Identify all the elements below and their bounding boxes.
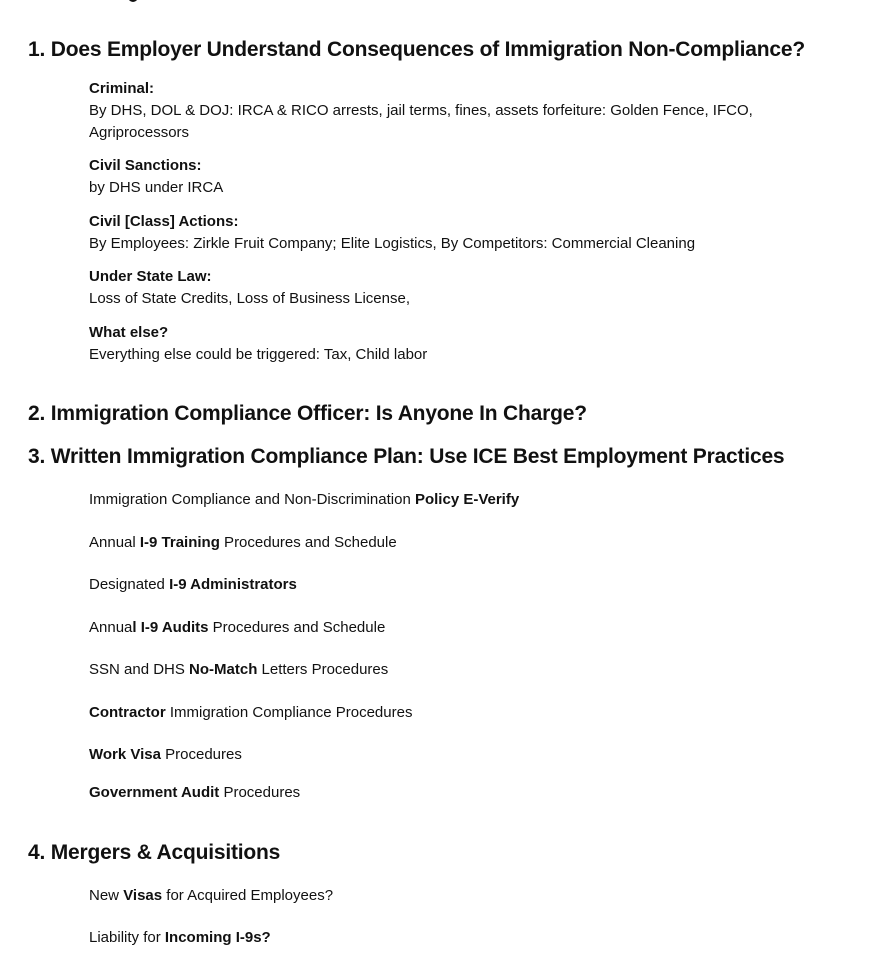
plan-item: SSN and DHS No-Match Letters Procedures	[89, 661, 389, 678]
entry-text: by DHS under IRCA	[89, 179, 224, 196]
entry-label: Under State Law:	[89, 268, 212, 285]
entry-what-else	[89, 322, 427, 366]
ma-item: Liability for Incoming I-9s?	[89, 929, 271, 946]
entry-text: By DHS, DOL & DOJ: IRCA & RICO arrests, jail terms, fines, assets forfeiture: Golden Fence, IFCO, Agriprocessors	[89, 102, 753, 141]
entry-text: Loss of State Credits, Loss of Business License,	[89, 290, 410, 307]
plan-item: Work Visa Procedures	[89, 746, 242, 763]
plan-item: Contractor Immigration Compliance Procedures	[89, 704, 413, 721]
entry-text: By Employees: Zirkle Fruit Company; Elite Logistics, By Competitors: Commercial Cleaning	[89, 235, 696, 252]
plan-item: Immigration Compliance and Non-Discrimination Policy E-Verify	[89, 491, 520, 508]
section-2-heading: 2. Immigration Compliance Officer: Is Anyone In Charge?	[28, 402, 587, 425]
plan-item: Annual I-9 Training Procedures and Schedule	[89, 534, 397, 551]
plan-item: Government Audit Procedures	[89, 784, 301, 801]
plan-item: Designated I-9 Administrators	[89, 576, 297, 593]
entry-civil-sanctions	[89, 155, 223, 199]
entry-label: Criminal:	[89, 80, 155, 97]
entry-label: Civil Sanctions:	[89, 157, 202, 174]
ma-item: New Visas for Acquired Employees?	[89, 887, 334, 904]
entry-under-state-law	[89, 266, 410, 310]
section-3-heading: 3. Written Immigration Compliance Plan: Use ICE Best Employment Practices	[28, 445, 785, 468]
entry-text: Everything else could be triggered: Tax, Child labor	[89, 346, 428, 363]
plan-item: Annual I-9 Audits Procedures and Schedule	[89, 619, 386, 636]
section-4-heading: 4. Mergers & Acquisitions	[28, 841, 281, 864]
entry-label: What else?	[89, 324, 169, 341]
entry-label: Civil [Class] Actions:	[89, 213, 239, 230]
entry-criminal	[89, 78, 809, 144]
entry-civil-class-actions	[89, 211, 695, 255]
section-1-heading: 1. Does Employer Understand Consequences of Immigration Non-Compliance?	[28, 38, 805, 61]
clipped-title-fragment	[128, 0, 138, 2]
